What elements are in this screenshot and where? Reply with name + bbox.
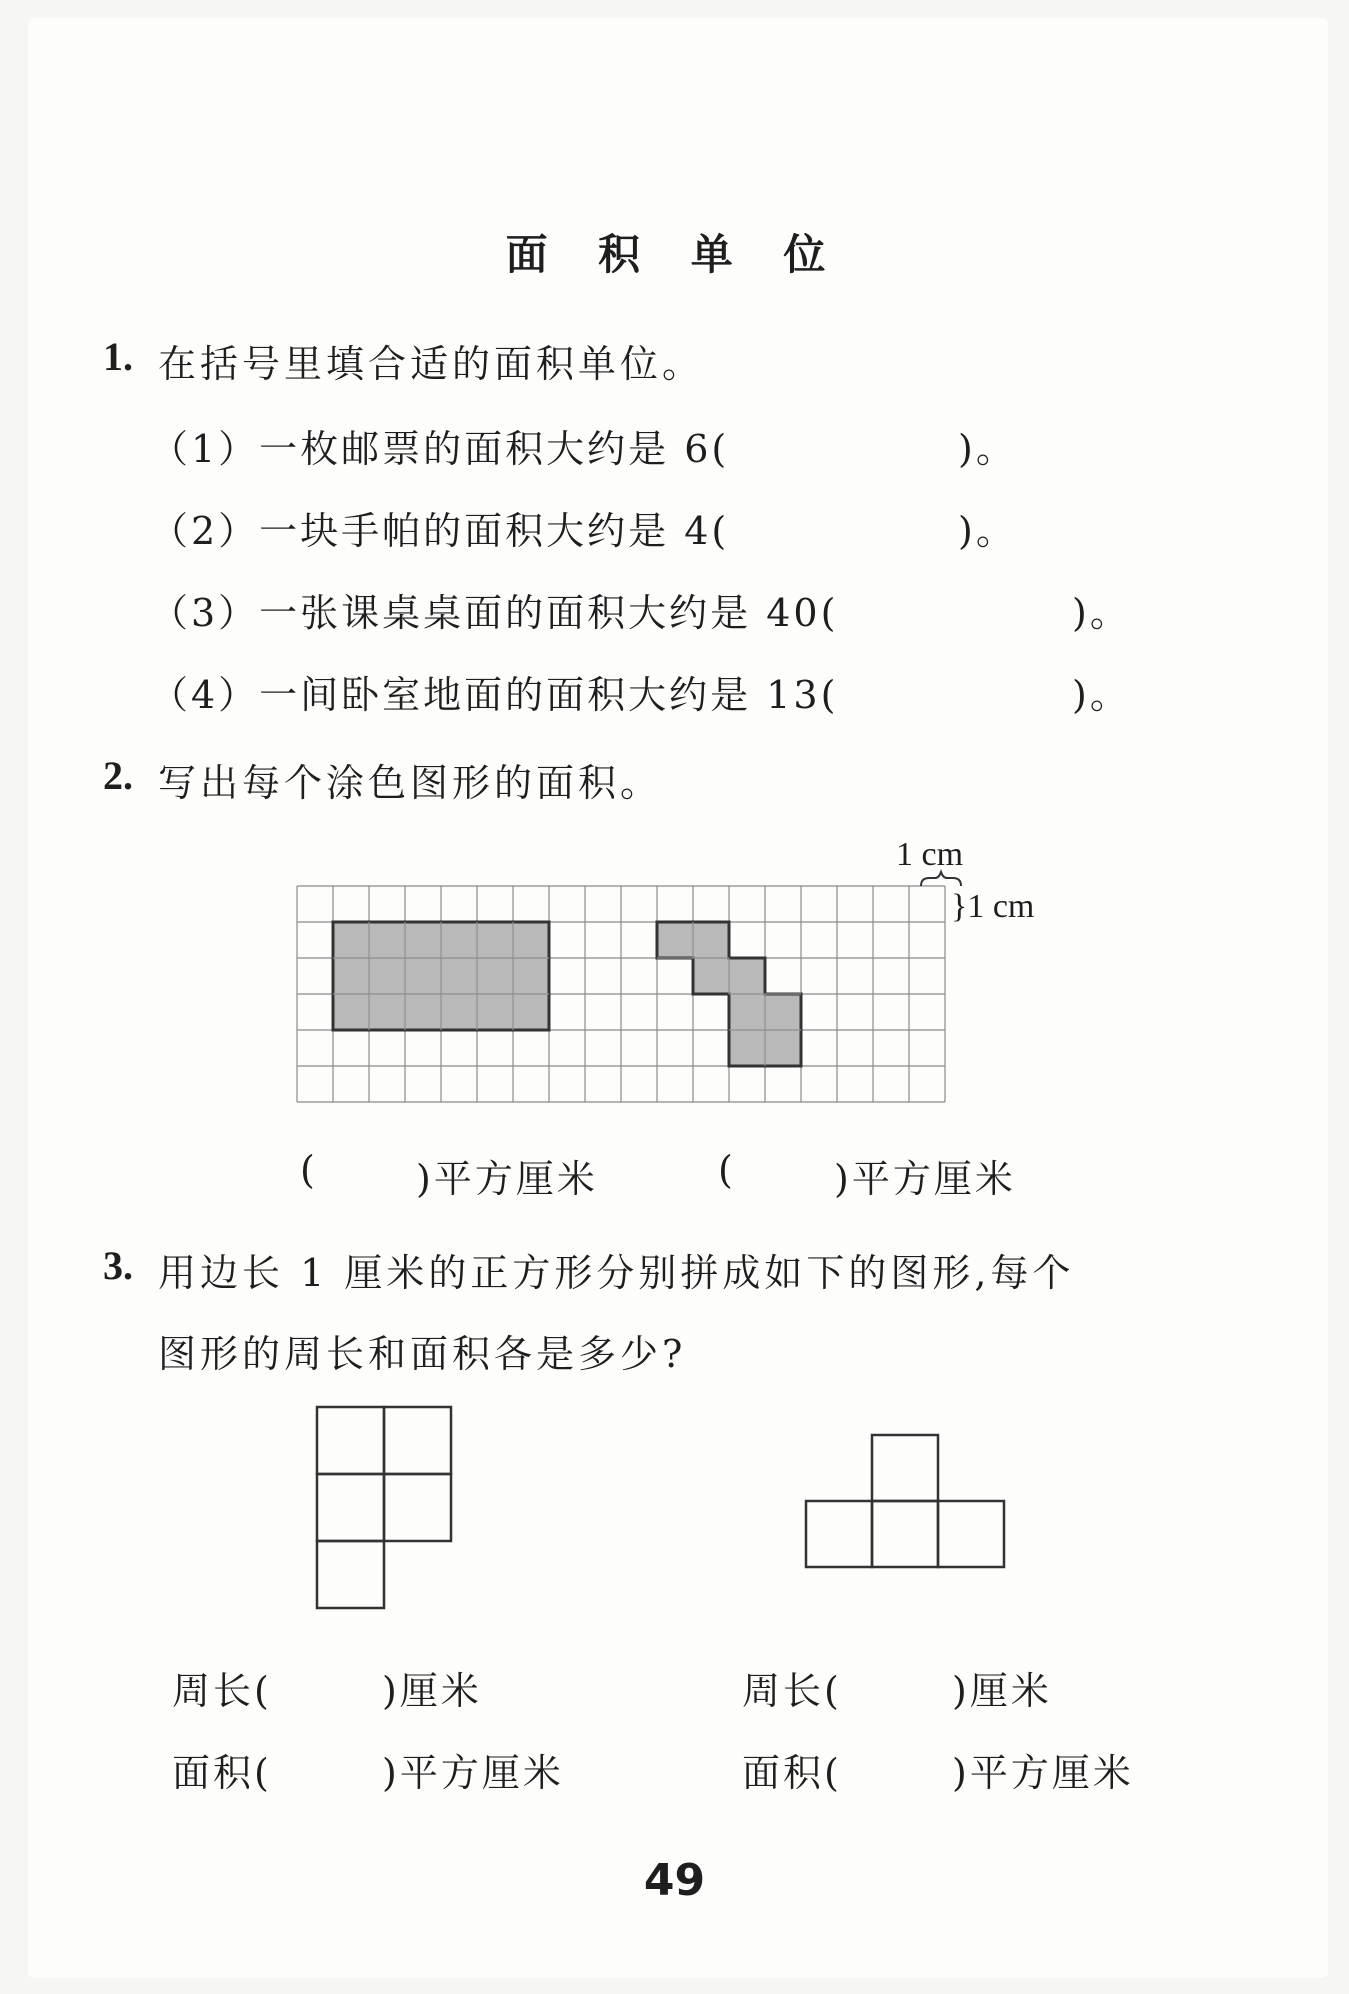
q1-item-1: （1）一枚邮票的面积大约是 6( bbox=[150, 427, 730, 471]
q2-answer-left-open: ( bbox=[300, 1148, 318, 1192]
right-area-close: )平方厘米 bbox=[952, 1751, 1134, 1795]
q1-prompt: 在括号里填合适的面积单位。 bbox=[158, 342, 705, 386]
page-number: 49 bbox=[643, 1855, 706, 1906]
q1-item-2-close: )。 bbox=[958, 509, 1017, 553]
left-square-figure bbox=[317, 1407, 451, 1608]
page-title: 面 积 单 位 bbox=[505, 230, 844, 279]
left-perimeter-open: 周长( bbox=[172, 1669, 272, 1713]
q1-item-3-close: )。 bbox=[1072, 591, 1131, 635]
left-perimeter-close: )厘米 bbox=[382, 1669, 482, 1713]
q1-number: 1. bbox=[103, 334, 133, 379]
right-square-figure bbox=[806, 1435, 1004, 1567]
q1-item-4: （4）一间卧室地面的面积大约是 13( bbox=[150, 673, 839, 717]
unit-height-label: }1 cm bbox=[951, 888, 1035, 925]
q3-prompt-line2: 图形的周长和面积各是多少? bbox=[158, 1332, 687, 1376]
right-perimeter-close: )厘米 bbox=[952, 1669, 1052, 1713]
q1-item-4-close: )。 bbox=[1072, 673, 1131, 717]
q2-number: 2. bbox=[103, 753, 133, 798]
q3-prompt-line1: 用边长 1 厘米的正方形分别拼成如下的图形,每个 bbox=[158, 1251, 1075, 1295]
q1-item-1-close: )。 bbox=[958, 427, 1017, 471]
q1-item-2: （2）一块手帕的面积大约是 4( bbox=[150, 509, 730, 553]
q2-answer-left-close: )平方厘米 bbox=[416, 1157, 598, 1201]
unit-width-label: 1 cm bbox=[896, 836, 964, 873]
right-area-open: 面积( bbox=[742, 1751, 842, 1795]
right-perimeter-open: 周长( bbox=[742, 1669, 842, 1713]
left-area-open: 面积( bbox=[172, 1751, 272, 1795]
left-area-close: )平方厘米 bbox=[382, 1751, 564, 1795]
q1-item-3: （3）一张课桌桌面的面积大约是 40( bbox=[150, 591, 839, 635]
q2-prompt: 写出每个涂色图形的面积。 bbox=[158, 761, 663, 805]
q2-answer-right-close: )平方厘米 bbox=[834, 1157, 1016, 1201]
q3-number: 3. bbox=[103, 1243, 133, 1288]
q2-answer-right-open: ( bbox=[718, 1148, 736, 1192]
unit-width-brace bbox=[921, 872, 961, 886]
